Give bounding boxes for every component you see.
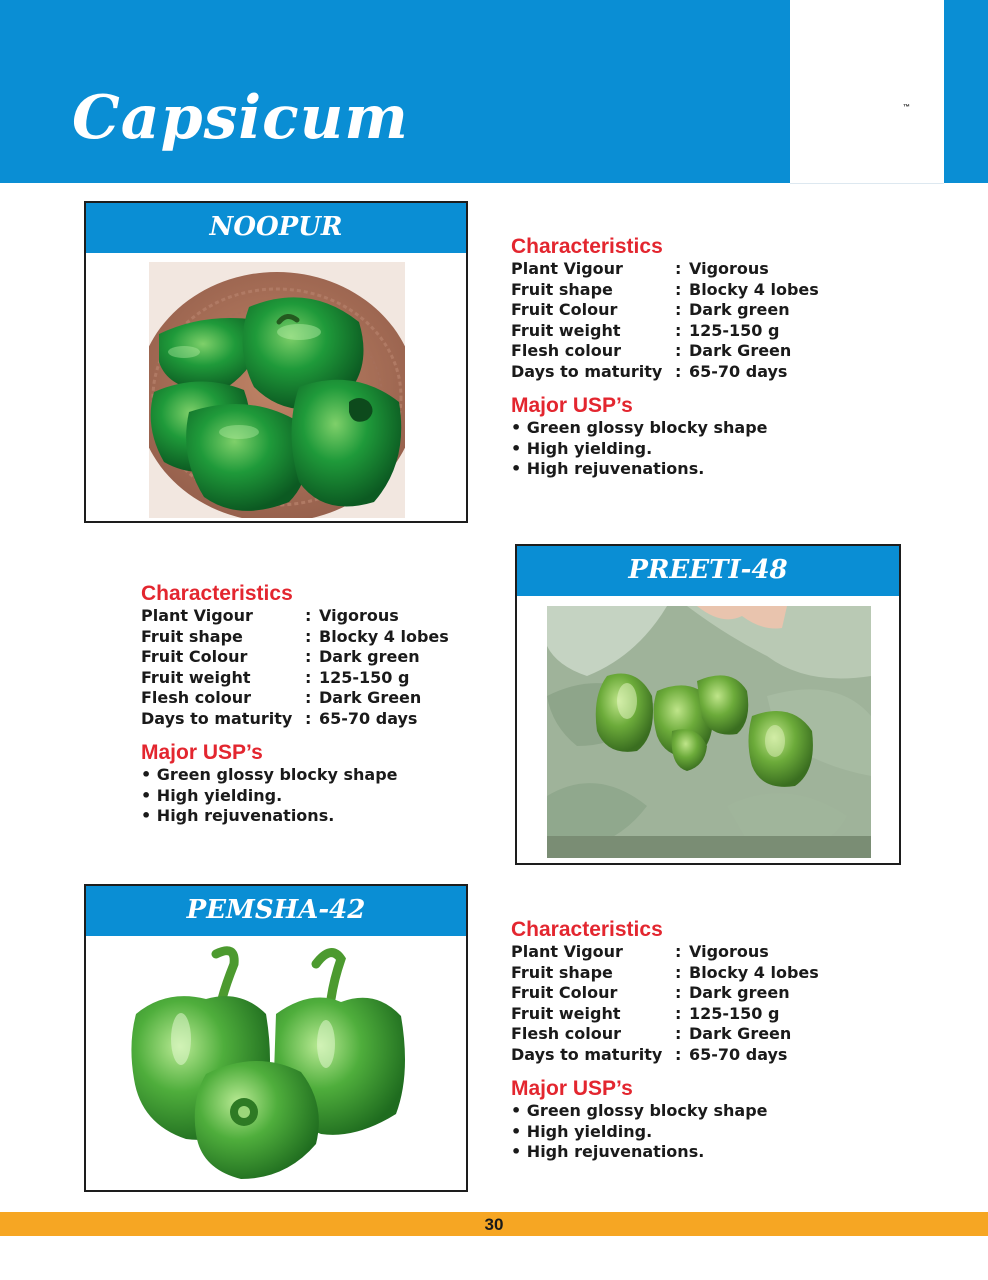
spec-value: Dark green	[689, 983, 790, 1002]
variety-name: NOOPUR	[209, 212, 343, 242]
usp-heading: Major USP’s	[511, 1077, 633, 1100]
spec-value: Blocky 4 lobes	[689, 962, 819, 982]
variety-card-pemsha-42	[84, 884, 468, 1192]
card-header	[517, 546, 899, 596]
spec-value: 65-70 days	[689, 1044, 788, 1064]
spec-label: Fruit shape	[511, 962, 613, 982]
page-title: Capsicum	[72, 83, 409, 153]
spec-label: Flesh colour	[511, 1024, 621, 1043]
noopur-peppers-photo	[149, 262, 405, 518]
spec-colon: :	[675, 279, 682, 299]
spec-label: Fruit Colour	[141, 647, 248, 666]
spec-label: Plant Vigour	[511, 259, 623, 278]
spec-colon: :	[305, 667, 312, 687]
preeti-48-plant-photo	[547, 606, 871, 858]
spec-row	[511, 280, 819, 301]
spec-colon: :	[305, 708, 312, 728]
spec-value: 125-150 g	[689, 1003, 780, 1023]
spec-label: Days to maturity	[511, 1044, 663, 1064]
spec-row	[511, 1024, 819, 1045]
spec-colon: :	[305, 647, 312, 666]
spec-colon: :	[675, 361, 682, 381]
spec-row	[511, 321, 819, 342]
spec-colon: :	[675, 1003, 682, 1023]
spec-row	[511, 341, 819, 362]
spec-row	[141, 647, 449, 668]
characteristics-heading: Characteristics	[511, 235, 663, 258]
spec-colon: :	[675, 962, 682, 982]
spec-row	[141, 668, 449, 689]
usp-item: • Green glossy blocky shape	[511, 1101, 768, 1120]
noopur-details	[511, 235, 819, 480]
spec-row	[511, 259, 819, 280]
spec-value: Vigorous	[319, 606, 399, 625]
spec-colon: :	[675, 300, 682, 319]
usp-heading: Major USP’s	[141, 741, 263, 764]
spec-colon: :	[305, 688, 312, 707]
pemsha-42-details	[511, 918, 819, 1163]
spec-value: Blocky 4 lobes	[689, 279, 819, 299]
spec-label: Fruit shape	[511, 279, 613, 299]
spec-value: Dark Green	[319, 688, 422, 707]
spec-value: Dark Green	[689, 341, 792, 360]
spec-row	[141, 606, 449, 627]
spec-label: Flesh colour	[511, 341, 621, 360]
page-number: 30	[484, 1215, 504, 1234]
spec-colon: :	[675, 259, 682, 278]
spec-row	[141, 688, 449, 709]
usp-item: • High yielding.	[511, 438, 653, 458]
usp-heading: Major USP’s	[511, 394, 633, 417]
characteristics-heading: Characteristics	[511, 918, 663, 941]
spec-label: Fruit Colour	[511, 983, 618, 1002]
usp-item: • High yielding.	[511, 1121, 653, 1141]
spec-label: Flesh colour	[141, 688, 251, 707]
variety-card-preeti-48	[515, 544, 901, 865]
spec-row	[511, 1045, 819, 1066]
spec-label: Plant Vigour	[141, 606, 253, 625]
usp-item: • High rejuvenations.	[511, 459, 705, 478]
spec-value: 125-150 g	[319, 667, 410, 687]
spec-value: Vigorous	[689, 942, 769, 961]
spec-row	[511, 300, 819, 321]
spec-label: Fruit weight	[141, 667, 251, 687]
preeti-48-details	[141, 582, 449, 827]
spec-label: Fruit shape	[141, 626, 243, 646]
spec-row	[511, 983, 819, 1004]
spec-colon: :	[675, 1044, 682, 1064]
spec-colon: :	[675, 1024, 682, 1043]
usp-item: • Green glossy blocky shape	[511, 418, 768, 437]
spec-label: Plant Vigour	[511, 942, 623, 961]
spec-value: Vigorous	[689, 259, 769, 278]
pemsha-42-peppers-photo	[126, 944, 426, 1184]
characteristics-heading: Characteristics	[141, 582, 293, 605]
spec-value: Dark green	[689, 300, 790, 319]
spec-row	[511, 362, 819, 383]
spec-value: 125-150 g	[689, 320, 780, 340]
spec-value: 65-70 days	[319, 708, 418, 728]
spec-label: Days to maturity	[141, 708, 293, 728]
spec-colon: :	[675, 341, 682, 360]
spec-colon: :	[305, 626, 312, 646]
spec-colon: :	[675, 942, 682, 961]
usp-item: • High rejuvenations.	[511, 1142, 705, 1161]
spec-label: Fruit Colour	[511, 300, 618, 319]
usp-item: • Green glossy blocky shape	[141, 765, 398, 784]
spec-row	[141, 627, 449, 648]
variety-name: PEMSHA-42	[186, 895, 366, 925]
header-logo-panel	[790, 0, 944, 184]
spec-row	[141, 709, 449, 730]
card-header	[86, 203, 466, 253]
spec-value: Dark Green	[689, 1024, 792, 1043]
variety-name: PREETI-48	[628, 555, 788, 585]
variety-card-noopur	[84, 201, 468, 523]
spec-label: Days to maturity	[511, 361, 663, 381]
trademark-mark: ™	[903, 104, 910, 111]
spec-colon: :	[305, 606, 312, 625]
spec-row	[511, 963, 819, 984]
spec-value: Blocky 4 lobes	[319, 626, 449, 646]
card-header	[86, 886, 466, 936]
usp-item: • High rejuvenations.	[141, 806, 335, 825]
spec-colon: :	[675, 320, 682, 340]
spec-colon: :	[675, 983, 682, 1002]
spec-label: Fruit weight	[511, 320, 621, 340]
spec-row	[511, 1004, 819, 1025]
spec-label: Fruit weight	[511, 1003, 621, 1023]
spec-row	[511, 942, 819, 963]
usp-item: • High yielding.	[141, 785, 283, 805]
spec-value: 65-70 days	[689, 361, 788, 381]
footer-band	[0, 1212, 988, 1236]
spec-value: Dark green	[319, 647, 420, 666]
